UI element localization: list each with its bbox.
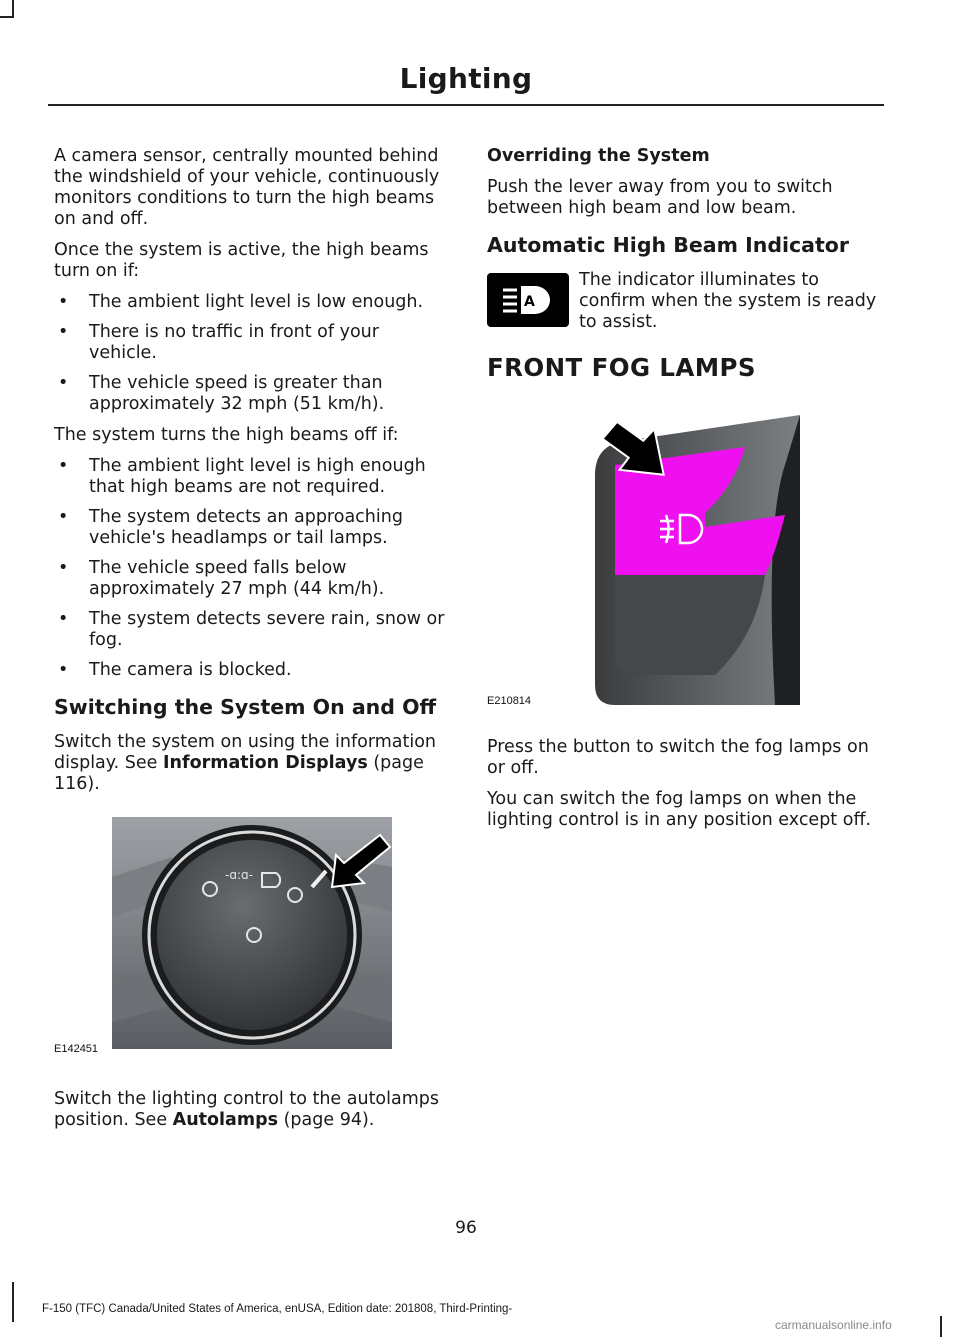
fog-lamp-illustration: [575, 405, 805, 705]
lighting-control-figure: [54, 817, 449, 1077]
information-displays-link[interactable]: Information Displays: [162, 753, 368, 773]
intro-paragraph: A camera sensor, centrally mounted behind the windshield of your vehicle, continuously monitors conditions to turn the high beams on and off.: [54, 146, 440, 229]
header-rule: [48, 104, 884, 106]
list-item: • There is no traffic in front of your vehicle.: [54, 322, 449, 364]
indicator-row: [487, 270, 882, 333]
svg-text:A: A: [524, 294, 535, 310]
autolamps-page-ref: (page 94).: [278, 1110, 375, 1130]
fog-paragraph-2: You can switch the fog lamps on when the lighting control is in any position except off.: [487, 789, 872, 830]
off-conditions-list: [54, 456, 449, 681]
crop-mark-top-left-v: [12, 0, 14, 16]
autolamps-text: Switch the lighting control to the autolamps position. See: [54, 1089, 439, 1130]
watermark: carmanualsonline.info: [775, 1318, 892, 1332]
crop-mark-bottom-right: [940, 1316, 942, 1337]
off-conditions-intro: The system turns the high beams off if:: [54, 425, 399, 445]
indicator-heading: Automatic High Beam Indicator: [487, 233, 850, 257]
switching-paragraph: [54, 732, 449, 795]
list-item: • The ambient light level is low enough.: [54, 292, 449, 313]
figure-code: E142451: [54, 1043, 99, 1055]
override-heading: Overriding the System: [487, 146, 710, 166]
autolamps-paragraph: [54, 1089, 449, 1131]
list-item: • The camera is blocked.: [54, 660, 449, 681]
crop-mark-bottom-left: [12, 1282, 14, 1322]
on-conditions-list: [54, 292, 449, 415]
autolamps-link[interactable]: Autolamps: [172, 1110, 279, 1130]
list-item: • The vehicle speed falls below approximately 27 mph (44 km/h).: [54, 558, 449, 600]
lighting-control-illustration: [112, 817, 392, 1049]
list-item: • The system detects an approaching vehicle's headlamps or tail lamps.: [54, 507, 449, 549]
crop-mark-top-left-h: [0, 16, 14, 18]
page-number: 96: [455, 1218, 477, 1238]
switching-page-ref: (page 116).: [54, 753, 424, 794]
indicator-description: The indicator illuminates to confirm when the system is ready to assist.: [579, 270, 877, 332]
override-paragraph: Push the lever away from you to switch between high beam and low beam.: [487, 177, 833, 218]
svg-text:-ɑ:ɑ-: -ɑ:ɑ-: [225, 868, 253, 882]
fog-lamp-figure: [487, 405, 882, 725]
list-item: • The vehicle speed is greater than approximately 32 mph (51 km/h).: [54, 373, 449, 415]
page-header-title: Lighting: [399, 62, 533, 95]
list-item: • The system detects severe rain, snow or fog.: [54, 609, 449, 651]
switching-text: Switch the system on using the information display. See: [54, 732, 437, 773]
auto-high-beam-indicator-icon: [487, 273, 569, 327]
fog-lamps-heading: FRONT FOG LAMPS: [487, 353, 756, 382]
on-conditions-intro: Once the system is active, the high beams turn on if:: [54, 240, 429, 281]
left-column: [54, 146, 449, 1141]
list-item: • The ambient light level is high enough that high beams are not required.: [54, 456, 449, 498]
right-column: [487, 146, 882, 841]
edition-footer: F-150 (TFC) Canada/United States of America, enUSA, Edition date: 201808, Third-Printing-: [42, 1303, 513, 1315]
figure-code: E210814: [487, 695, 532, 707]
switching-heading: Switching the System On and Off: [54, 695, 437, 719]
fog-paragraph-1: Press the button to switch the fog lamps on or off.: [487, 737, 869, 778]
